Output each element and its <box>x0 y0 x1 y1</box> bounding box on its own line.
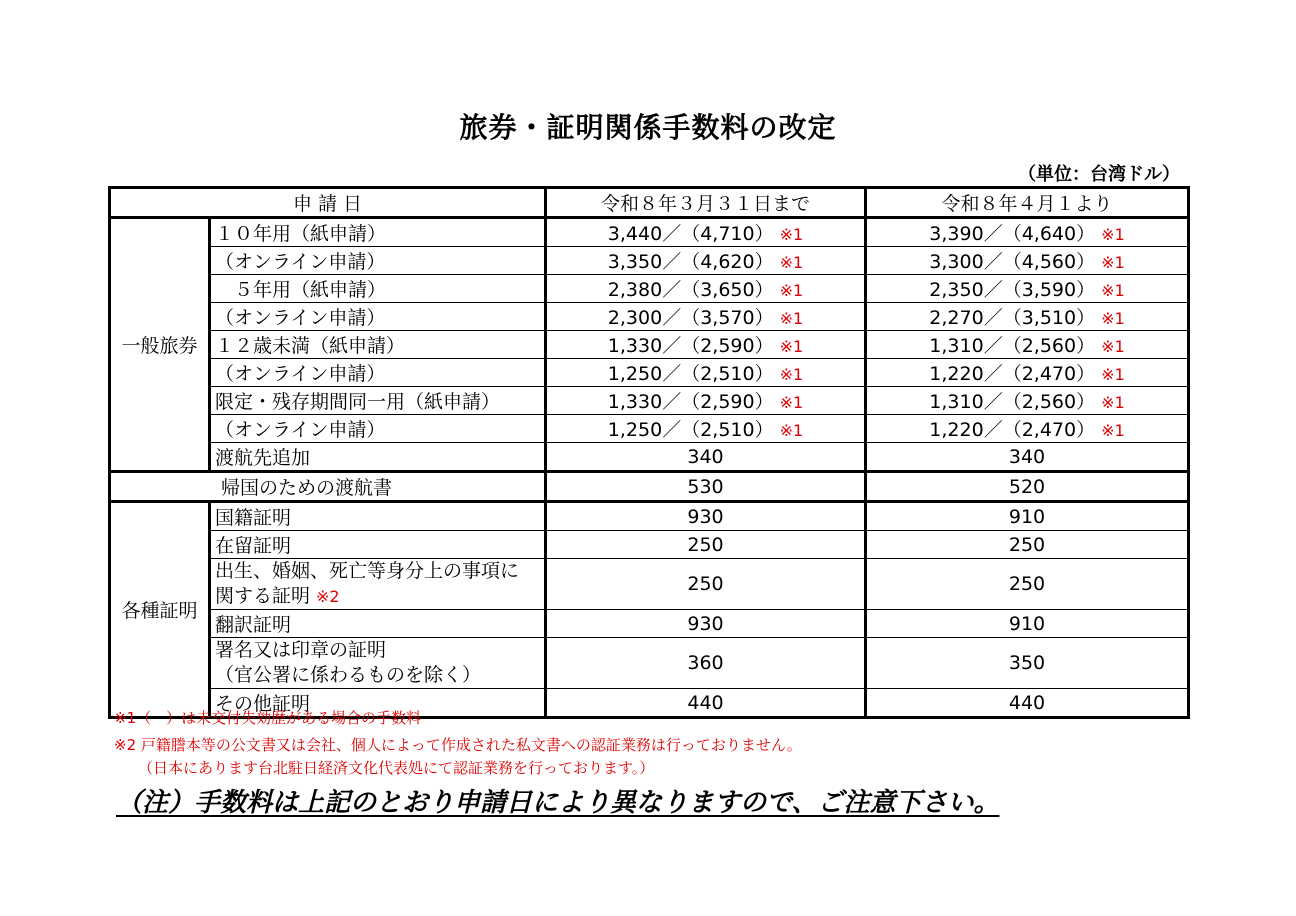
fee-old: 360 <box>546 638 866 689</box>
fee-old: 250 <box>546 531 866 559</box>
row-label <box>210 559 546 610</box>
table-row <box>110 331 1189 359</box>
fee-new: 250 <box>866 531 1189 559</box>
fee-new: 910 <box>866 610 1189 638</box>
header-col-old: 令和８年３月３１日まで <box>546 188 866 218</box>
fee-new: 910 <box>866 502 1189 531</box>
fee-new: 2,350／（3,590） ※1 <box>866 275 1189 303</box>
table-row <box>110 472 1189 502</box>
table-row <box>110 303 1189 331</box>
note-mark: ※1 <box>779 253 804 272</box>
row-label-return-doc: 帰国のための渡航書 <box>110 472 546 502</box>
fee-old: 250 <box>546 559 866 610</box>
note-mark: ※1 <box>779 365 804 384</box>
note-mark: ※2 <box>316 587 340 606</box>
row-label: （オンライン申請） <box>210 415 546 443</box>
table-row <box>110 443 1189 472</box>
note-mark: ※1 <box>779 225 804 244</box>
fee-new: 520 <box>866 472 1189 502</box>
table-row <box>110 610 1189 638</box>
fee-old: 1,330／（2,590） ※1 <box>546 331 866 359</box>
row-label: 渡航先追加 <box>210 443 546 472</box>
row-label <box>210 638 546 689</box>
fee-new: 350 <box>866 638 1189 689</box>
table-row <box>110 638 1189 689</box>
fee-new: 250 <box>866 559 1189 610</box>
header-col-new: 令和８年４月１より <box>866 188 1189 218</box>
row-label-line2: 関する証明 <box>215 585 311 607</box>
header-row <box>110 188 1189 218</box>
fee-old: 340 <box>546 443 866 472</box>
table-row <box>110 275 1189 303</box>
unit-label: （単位：台湾ドル） <box>1018 164 1180 185</box>
note-3: （日本にあります台北駐日経済文化代表処にて認証業務を行っております。） <box>138 759 655 777</box>
page-title: 旅券・証明関係手数料の改定 <box>459 111 837 144</box>
fee-new: 340 <box>866 443 1189 472</box>
fee-old: 2,380／（3,650） ※1 <box>546 275 866 303</box>
note-mark: ※1 <box>779 393 804 412</box>
note-mark: ※1 <box>779 421 804 440</box>
fee-old: 440 <box>546 689 866 718</box>
row-label-line1: 署名又は印章の証明 <box>215 639 387 661</box>
group-certificates: 各種証明 <box>110 502 210 718</box>
fee-new: 2,270／（3,510） ※1 <box>866 303 1189 331</box>
row-label: １２歳未満（紙申請） <box>210 331 546 359</box>
fee-new: 3,300／（4,560） ※1 <box>866 247 1189 275</box>
note-mark: ※1 <box>1101 281 1125 300</box>
row-label: １０年用（紙申請） <box>210 218 546 247</box>
row-label-line1: 出生、婚姻、死亡等身分上の事項に <box>215 560 520 582</box>
row-label: （オンライン申請） <box>210 303 546 331</box>
table-row <box>110 387 1189 415</box>
fee-old: 1,250／（2,510） ※1 <box>546 359 866 387</box>
table-row <box>110 359 1189 387</box>
fee-old: 1,250／（2,510） ※1 <box>546 415 866 443</box>
row-label: （オンライン申請） <box>210 247 546 275</box>
row-label: （オンライン申請） <box>210 359 546 387</box>
fee-new: 3,390／（4,640） ※1 <box>866 218 1189 247</box>
note-mark: ※1 <box>1101 253 1125 272</box>
fee-old: 930 <box>546 610 866 638</box>
table-row <box>110 415 1189 443</box>
fee-new: 1,310／（2,560） ※1 <box>866 331 1189 359</box>
note-mark: ※1 <box>1101 225 1125 244</box>
header-apply-date: 申 請 日 <box>110 188 546 218</box>
caution-note: （注）手数料は上記のとおり申請日により異なりますので、ご注意下さい。 <box>116 788 1000 818</box>
row-label: その他証明 <box>210 689 546 718</box>
fee-new: 1,310／（2,560） ※1 <box>866 387 1189 415</box>
note-2: ※2 戸籍謄本等の公文書又は会社、個人によって作成された私文書への認証業務は行っておりません。 <box>114 736 802 754</box>
note-mark: ※1 <box>1101 309 1125 328</box>
fee-table <box>108 186 1190 719</box>
row-label: 限定・残存期間同一用（紙申請） <box>210 387 546 415</box>
row-label: ５年用（紙申請） <box>210 275 546 303</box>
row-label-line2: （官公署に係わるものを除く） <box>215 664 482 686</box>
table-row <box>110 218 1189 247</box>
note-mark: ※1 <box>1101 337 1125 356</box>
row-label: 国籍証明 <box>210 502 546 531</box>
group-passport: 一般旅券 <box>110 218 210 472</box>
table-row <box>110 247 1189 275</box>
note-mark: ※1 <box>779 281 804 300</box>
row-label: 在留証明 <box>210 531 546 559</box>
note-mark: ※1 <box>779 309 804 328</box>
fee-new: 440 <box>866 689 1189 718</box>
fee-old: 930 <box>546 502 866 531</box>
fee-new: 1,220／（2,470） ※1 <box>866 359 1189 387</box>
fee-old: 3,350／（4,620） ※1 <box>546 247 866 275</box>
table-row <box>110 502 1189 531</box>
fee-old: 3,440／（4,710） ※1 <box>546 218 866 247</box>
table-row <box>110 559 1189 610</box>
note-mark: ※1 <box>1101 393 1125 412</box>
note-mark: ※1 <box>779 337 804 356</box>
fee-old: 530 <box>546 472 866 502</box>
note-mark: ※1 <box>1101 421 1125 440</box>
fee-old: 2,300／（3,570） ※1 <box>546 303 866 331</box>
fee-old: 1,330／（2,590） ※1 <box>546 387 866 415</box>
fee-new: 1,220／（2,470） ※1 <box>866 415 1189 443</box>
row-label: 翻訳証明 <box>210 610 546 638</box>
note-mark: ※1 <box>1101 365 1125 384</box>
note-1: ※1（ ）は未交付失効歴がある場合の手数料 <box>114 709 422 727</box>
table-row <box>110 531 1189 559</box>
